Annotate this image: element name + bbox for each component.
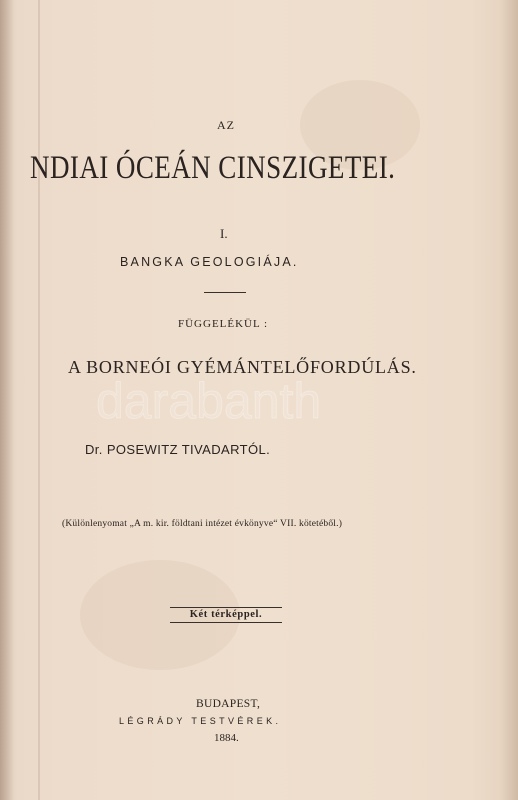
appendix-label: FÜGGELÉKÜL : (178, 318, 269, 330)
reprint-note: (Különlenyomat „A m. kir. földtani intézet évkönyve“ VII. kötetéből.) (62, 519, 343, 529)
imprint-printer: LÉGRÁDY TESTVÉREK. (119, 716, 282, 726)
appendix-title: A BORNEÓI GYÉMÁNTELŐFORDÚLÁS. (68, 357, 417, 377)
volume-numeral: I. (220, 226, 228, 241)
watermark: darabanth (96, 373, 322, 429)
binding-crease (38, 0, 40, 800)
page-gutter-shadow (0, 0, 14, 800)
pre-title: AZ (217, 118, 235, 132)
maps-note: Két térképpel. (170, 607, 282, 623)
main-title: NDIAI ÓCEÁN CINSZIGETEI. (30, 150, 396, 186)
imprint-city: BUDAPEST, (196, 698, 261, 710)
section-divider (204, 292, 246, 293)
author-line: Dr. POSEWITZ TIVADARTÓL. (85, 442, 271, 457)
subtitle: BANGKA GEOLOGIÁJA. (120, 255, 299, 269)
imprint-year: 1884. (214, 732, 239, 744)
